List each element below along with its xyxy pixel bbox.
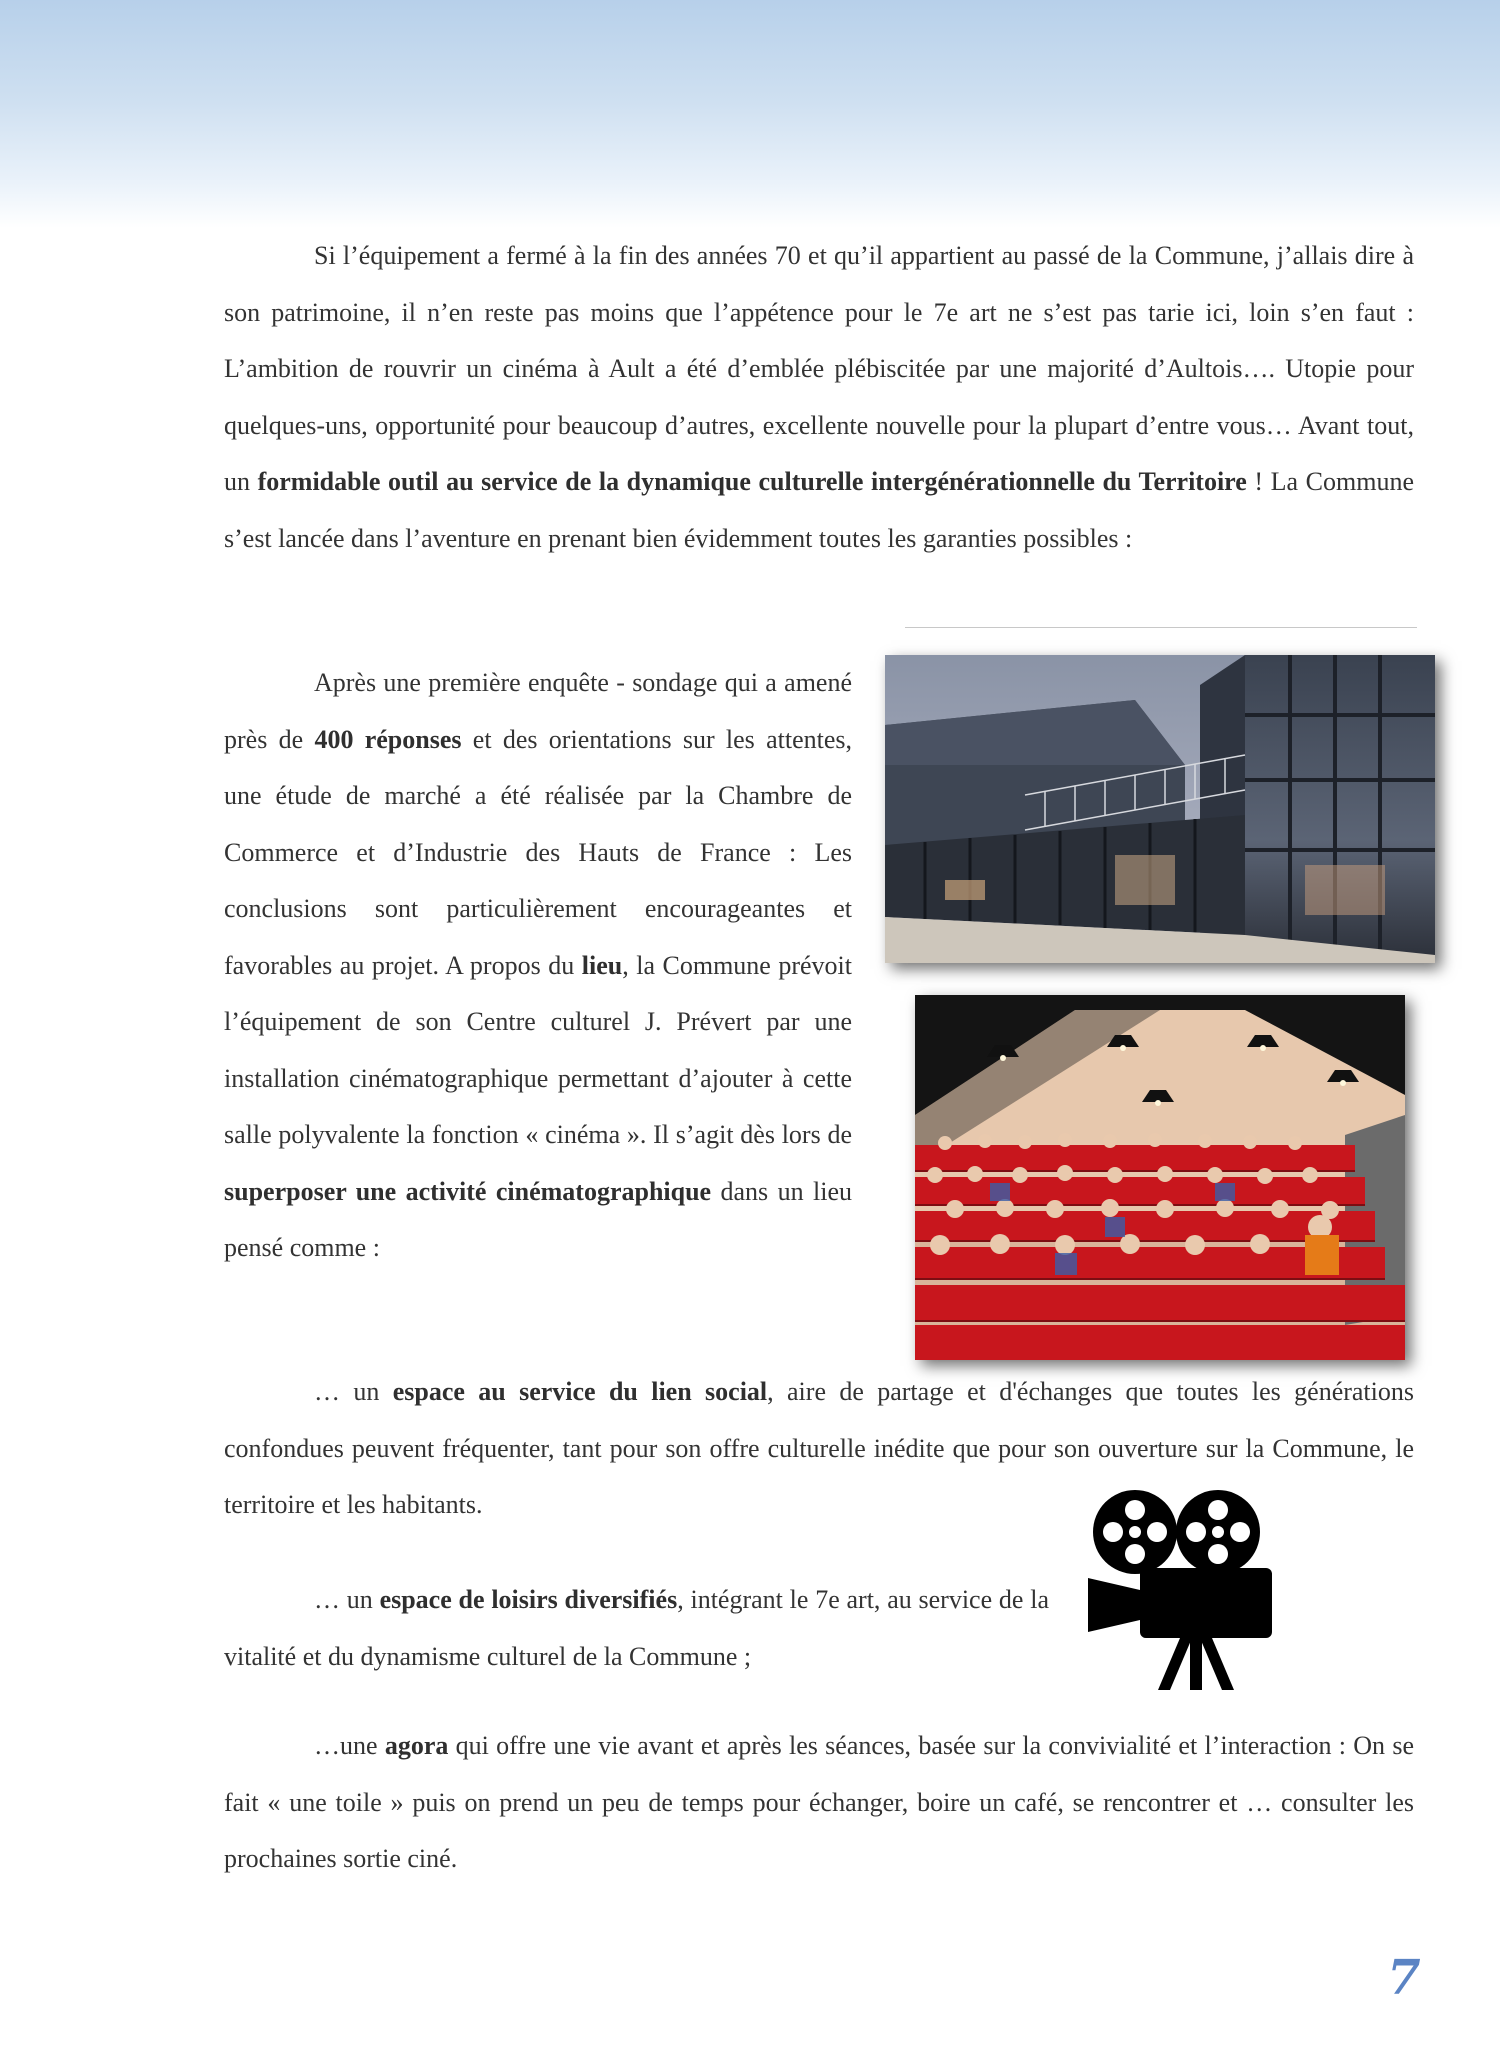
header-band (0, 0, 1500, 228)
building-exterior-photo (885, 655, 1435, 963)
social-text-2: , aire de partage et d'échanges que toutes les générations confondues peuvent fréquenter, tant pour son offre culturelle inédite que pour son ouverture sur la Commune, le territoire et les habitants. (224, 1377, 1414, 1519)
survey-text-2: et des orientations sur les attentes, une étude de marché a été réalisée par la Chambre de Commerce et d’Industrie des Hauts de France : Les conclusions sont particulièrement encourageantes et favorables au projet. A propos du (224, 724, 852, 980)
survey-bold-3: superposer une activité cinématographique (224, 1176, 712, 1206)
leisure-bold-1: espace de loisirs diversifiés (379, 1585, 678, 1614)
intro-bold-1: formidable outil au service de la dynamique culturelle intergénérationnelle du Territoire (257, 467, 1247, 496)
agora-bold-1: agora (384, 1731, 449, 1760)
page-number: 7 (1387, 1950, 1421, 2006)
agora-text-1: …une (314, 1731, 385, 1760)
leisure-space-paragraph (224, 1572, 1049, 1685)
film-projector-icon (1088, 1490, 1272, 1690)
survey-text-3: , la Commune prévoit l’équipement de son Centre culturel J. Prévert par une installation cinématographique permettant d’ajouter à cette salle polyvalente la fonction « cinéma ». Il s’agit dès lors de (224, 950, 852, 1149)
leisure-text-1: … un (314, 1585, 380, 1614)
intro-text-2: ! La Commune s’est lancée dans l’aventure en prenant bien évidemment toutes les garanties possibles : (224, 467, 1414, 553)
survey-text-1: Après une première enquête - sondage qui a amené près de (224, 668, 852, 754)
agora-paragraph (224, 1718, 1414, 1888)
intro-paragraph (224, 228, 1414, 567)
social-text-1: … un (314, 1377, 393, 1406)
auditorium-photo (915, 995, 1405, 1360)
social-bold-1: espace au service du lien social (392, 1377, 768, 1406)
agora-text-2: qui offre une vie avant et après les séances, basée sur la convivialité et l’interaction : On se fait « une toile » puis on prend un peu de temps pour échanger, boire un café, se rencontrer et … consulter les prochaines sortie ciné. (224, 1731, 1414, 1873)
intro-text-1: Si l’équipement a fermé à la fin des années 70 et qu’il appartient au passé de la Commune, j’allais dire à son patrimoine, il n’en reste pas moins que l’appétence pour le 7e art ne s’est pas tarie ici, loin s’en faut : L’ambition de rouvrir un cinéma à Ault a été d’emblée plébiscitée par une majorité d’Aultois…. Utopie pour quelques-uns, opportunité pour beaucoup d’autres, excellente nouvelle pour la plupart d’entre vous… Avant tout, un (224, 241, 1414, 496)
survey-bold-1: 400 réponses (314, 724, 462, 754)
section-divider (905, 627, 1417, 628)
survey-text-4: dans un lieu pensé comme : (224, 1176, 852, 1262)
survey-paragraph (224, 655, 852, 1277)
survey-bold-2: lieu (581, 950, 623, 980)
leisure-text-2: , intégrant le 7e art, au service de la vitalité et du dynamisme culturel de la Commune ; (224, 1585, 1049, 1671)
